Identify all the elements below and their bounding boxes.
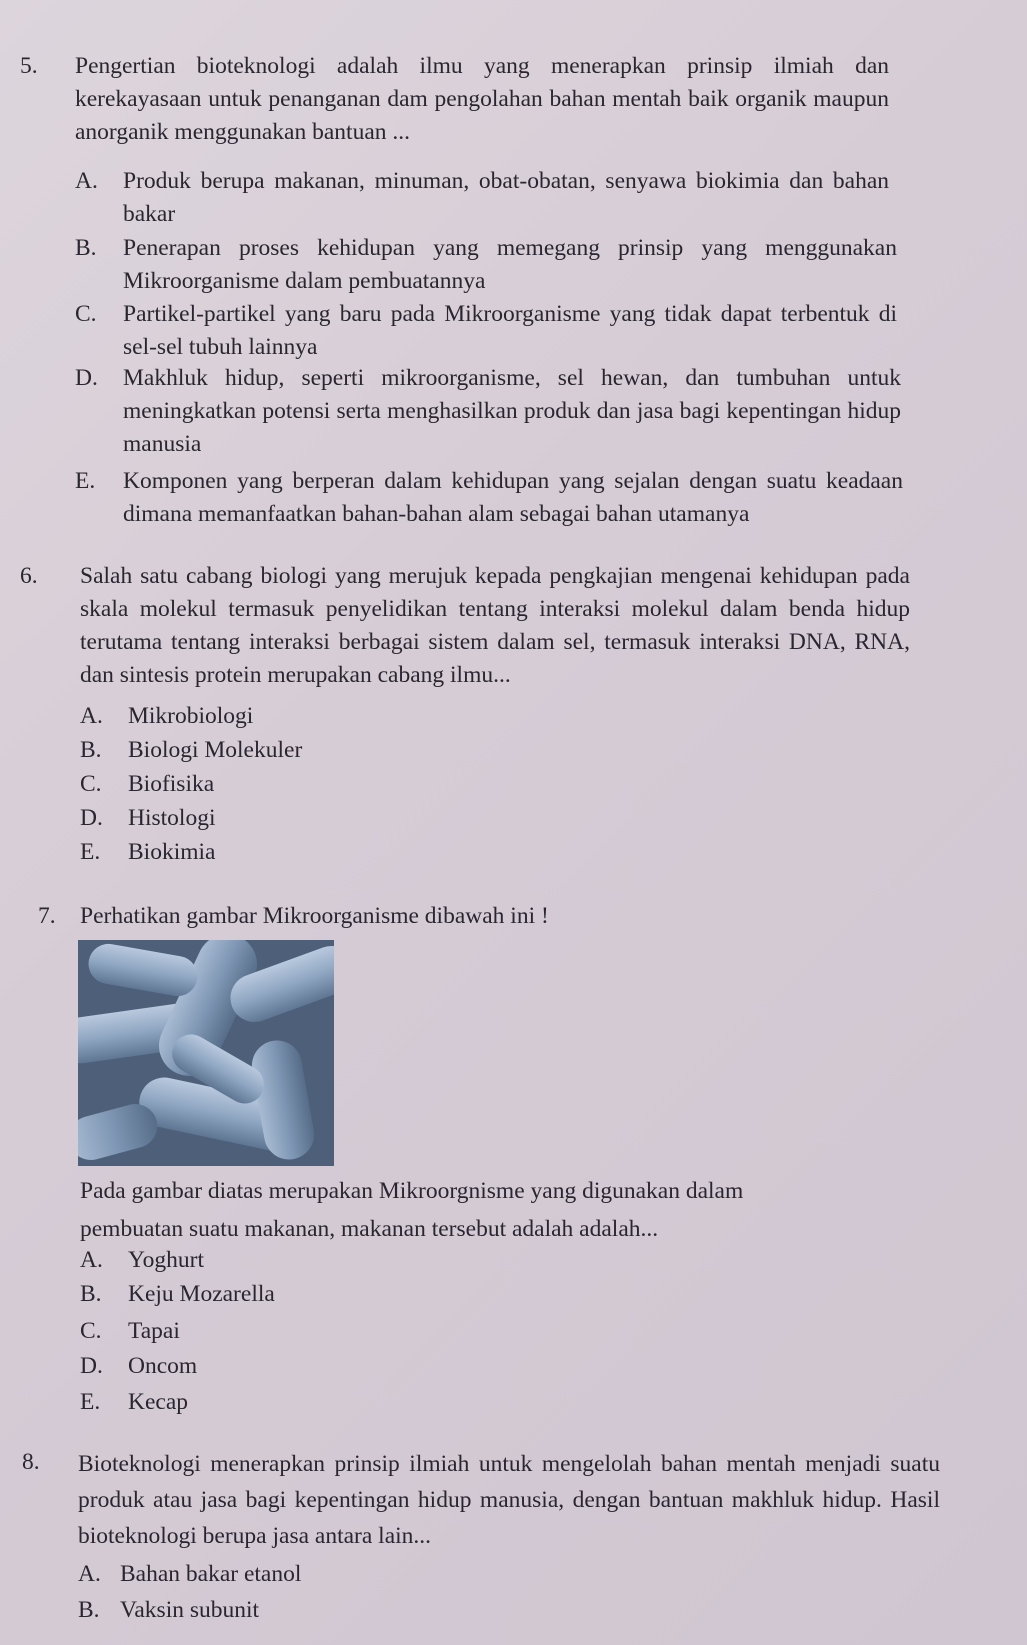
option-text: Histologi — [128, 805, 216, 831]
option-text: Keju Mozarella — [128, 1281, 275, 1307]
option-text: Mikrobiologi — [128, 703, 254, 729]
option-text: Kecap — [128, 1389, 189, 1415]
option-letter: E. — [75, 468, 96, 494]
question-stem-continued: Pada gambar diatas merupakan Mikroorgnisme yang digunakan dalam pembuatan suatu makanan, makanan tersebut adalah adalah... — [80, 1178, 744, 1242]
question-stem: Perhatikan gambar Mikroorganisme dibawah ini ! — [80, 903, 549, 929]
option-text: Penerapan proses kehidupan yang memegang prinsip yang menggunakan Mikroorganisme dalam pembuatannya — [123, 235, 897, 294]
option-text: Yoghurt — [128, 1247, 204, 1273]
option-text: Biokimia — [128, 839, 216, 865]
question-stem: Salah satu cabang biologi yang merujuk kepada pengkajian mengenai kehidupan pada skala molekul termasuk penyelidikan tentang interaksi molekul dalam benda hidup terutama tentang interaksi berbagai sistem dalam sel, termasuk interaksi DNA, RNA, dan sintesis protein merupakan cabang ilmu... — [80, 563, 910, 688]
option-letter: B. — [80, 737, 102, 763]
option-text: Partikel-partikel yang baru pada Mikroorganisme yang tidak dapat terbentuk di sel-sel tubuh lainnya — [123, 301, 897, 360]
option-letter: D. — [75, 365, 98, 391]
option-text: Makhluk hidup, seperti mikroorganisme, sel hewan, dan tumbuhan untuk meningkatkan potensi serta menghasilkan produk dan jasa bagi kepentingan hidup manusia — [123, 365, 901, 457]
option-text: Vaksin subunit — [120, 1597, 260, 1623]
option-text: Bahan bakar etanol — [120, 1561, 302, 1587]
option-text: Produk berupa makanan, minuman, obat-obatan, senyawa biokimia dan bahan bakar — [123, 168, 889, 227]
option-letter: B. — [78, 1597, 100, 1623]
option-letter: A. — [80, 1247, 103, 1273]
option-letter: B. — [75, 235, 97, 261]
option-text: Oncom — [128, 1353, 198, 1379]
option-letter: C. — [80, 1318, 102, 1344]
question-number: 7. — [38, 903, 56, 929]
option-letter: C. — [75, 301, 97, 327]
option-text: Tapai — [128, 1318, 180, 1344]
bacteria-micrograph-image — [78, 940, 334, 1166]
question-number: 8. — [22, 1449, 40, 1475]
option-letter: A. — [75, 168, 98, 194]
option-letter: A. — [78, 1561, 101, 1587]
question-stem: Bioteknologi menerapkan prinsip ilmiah untuk mengelolah bahan mentah menjadi suatu produk atau jasa bagi kepentingan hidup manusia, dengan bantuan makhluk hidup. Hasil bioteknologi berupa jasa antara lain... — [78, 1451, 940, 1549]
option-letter: D. — [80, 1353, 103, 1379]
question-number: 5. — [20, 53, 38, 79]
option-letter: A. — [80, 703, 103, 729]
option-text: Biofisika — [128, 771, 215, 797]
option-text: Biologi Molekuler — [128, 737, 303, 763]
option-letter: B. — [80, 1281, 102, 1307]
option-letter: C. — [80, 771, 102, 797]
option-text: Komponen yang berperan dalam kehidupan yang sejalan dengan suatu keadaan dimana memanfaatkan bahan-bahan alam sebagai bahan utamanya — [123, 468, 903, 527]
option-letter: E. — [80, 839, 101, 865]
option-letter: D. — [80, 805, 103, 831]
question-stem: Pengertian bioteknologi adalah ilmu yang menerapkan prinsip ilmiah dan kerekayasaan untuk penanganan dam pengolahan bahan mentah baik organik maupun anorganik menggunakan bantuan ... — [75, 53, 889, 145]
option-letter: E. — [80, 1389, 101, 1415]
question-number: 6. — [20, 563, 38, 589]
